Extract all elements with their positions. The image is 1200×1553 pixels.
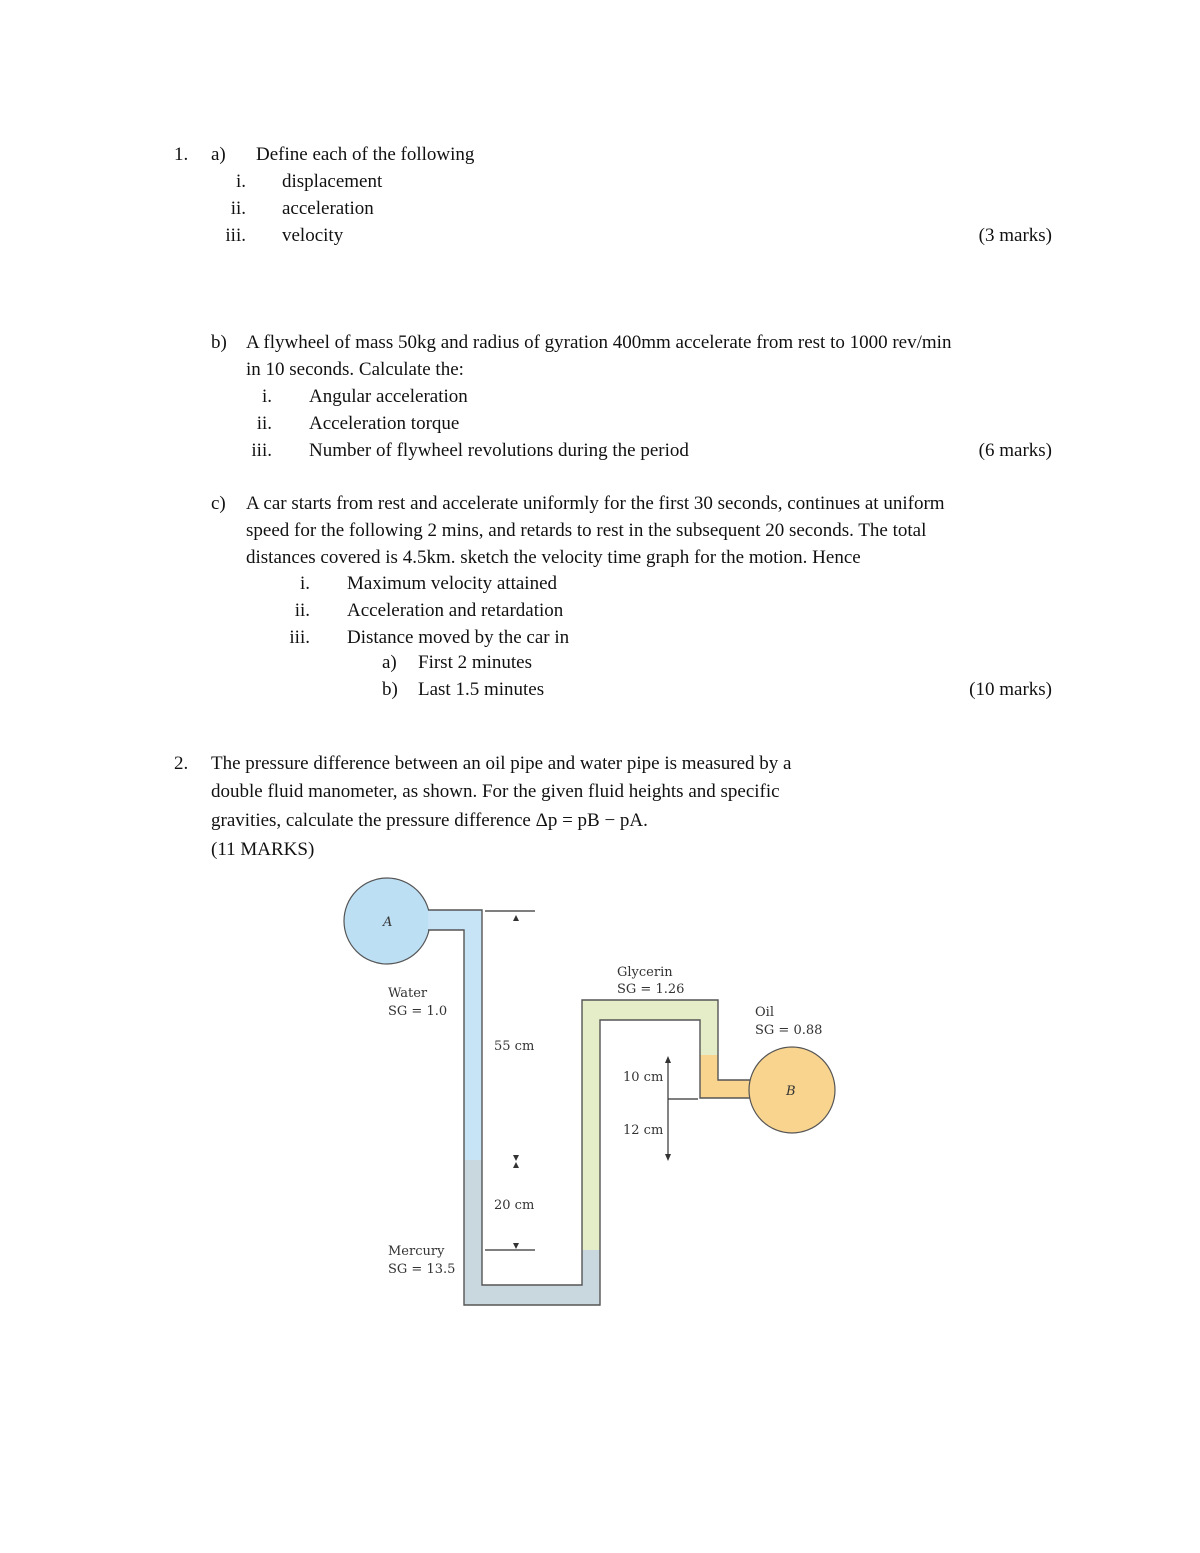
dim-arrow-up — [513, 915, 519, 921]
q1a-item-text: acceleration — [282, 198, 374, 219]
q1c-marks: (10 marks) — [969, 679, 1052, 700]
q1c-subitem-text: First 2 minutes — [418, 652, 533, 673]
q1b-label: b) — [211, 332, 227, 353]
q1c-item-text: Acceleration and retardation — [347, 600, 564, 621]
dim-55-label: 55 cm — [494, 1039, 535, 1054]
q1c-item-num: ii. — [294, 600, 310, 621]
dim-12-label: 12 cm — [623, 1123, 664, 1138]
q1c-line2: speed for the following 2 mins, and retards to rest in the subsequent 20 seconds. The total — [246, 520, 927, 541]
glycerin-sg-label: SG = 1.26 — [617, 982, 685, 997]
q1c-item-text: Maximum velocity attained — [347, 573, 558, 594]
q1c-item-text: Distance moved by the car in — [347, 627, 570, 648]
water-connector — [428, 910, 482, 1160]
q1-number: 1. — [174, 144, 189, 165]
pipe-b-label: B — [786, 1084, 796, 1099]
oil-label: Oil — [755, 1005, 774, 1020]
q1b-line1: A flywheel of mass 50kg and radius of gyration 400mm accelerate from rest to 1000 rev/min — [246, 332, 952, 353]
q2-marks: (11 MARKS) — [211, 839, 315, 860]
q1a-marks: (3 marks) — [978, 225, 1052, 246]
mercury-fill — [464, 1160, 600, 1305]
q2-line3: gravities, calculate the pressure difference Δp = pB − pA. — [211, 810, 648, 831]
q1a-item-num: i. — [235, 171, 246, 192]
mercury-label: Mercury — [388, 1244, 445, 1259]
q1a-item-text: displacement — [282, 171, 383, 192]
mercury-sg-label: SG = 13.5 — [388, 1262, 456, 1277]
pipe-a-label: A — [383, 915, 393, 930]
q1a-item-num: iii. — [225, 225, 246, 246]
dim-arrow-down — [513, 1243, 519, 1249]
q1c-line1: A car starts from rest and accelerate uniformly for the first 30 seconds, continues at uniform — [246, 493, 945, 514]
q1b-item-num: ii. — [256, 413, 272, 434]
dim-arrow-up — [665, 1056, 671, 1063]
q1c-item-num: iii. — [289, 627, 310, 648]
q1b-item-text: Number of flywheel revolutions during the period — [309, 440, 689, 461]
q2-number: 2. — [174, 753, 189, 774]
q1b-item-text: Angular acceleration — [309, 386, 468, 407]
glycerin-label: Glycerin — [617, 965, 673, 980]
q1a-label: a) — [211, 144, 226, 165]
q1c-item-num: i. — [299, 573, 310, 594]
dim-arrow-down — [665, 1154, 671, 1161]
water-sg-label: SG = 1.0 — [388, 1004, 448, 1019]
dim-arrow-down — [513, 1155, 519, 1161]
dim-arrow-up — [513, 1162, 519, 1168]
q1a-item-num: ii. — [230, 198, 246, 219]
q1b-item-num: i. — [261, 386, 272, 407]
dim-10-label: 10 cm — [623, 1070, 664, 1085]
q1b-item-text: Acceleration torque — [309, 413, 460, 434]
q1b-line2: in 10 seconds. Calculate the: — [246, 359, 464, 380]
q1c-label: c) — [211, 493, 226, 514]
oil-sg-label: SG = 0.88 — [755, 1023, 823, 1038]
q1c-subitem-num: a) — [382, 652, 397, 673]
water-label: Water — [388, 986, 428, 1001]
q1a-item-text: velocity — [282, 225, 344, 246]
q2-line1: The pressure difference between an oil pipe and water pipe is measured by a — [211, 753, 792, 774]
dim-20-label: 20 cm — [494, 1198, 535, 1213]
q1b-marks: (6 marks) — [978, 440, 1052, 461]
manometer-diagram — [340, 870, 860, 1315]
q2-line2: double fluid manometer, as shown. For the given fluid heights and specific — [211, 781, 780, 802]
q1c-subitem-text: Last 1.5 minutes — [418, 679, 545, 700]
q1a-prompt: Define each of the following — [256, 144, 475, 165]
q1c-subitem-num: b) — [382, 679, 398, 700]
q1b-item-num: iii. — [251, 440, 272, 461]
q1c-line3: distances covered is 4.5km. sketch the velocity time graph for the motion. Hence — [246, 547, 861, 568]
